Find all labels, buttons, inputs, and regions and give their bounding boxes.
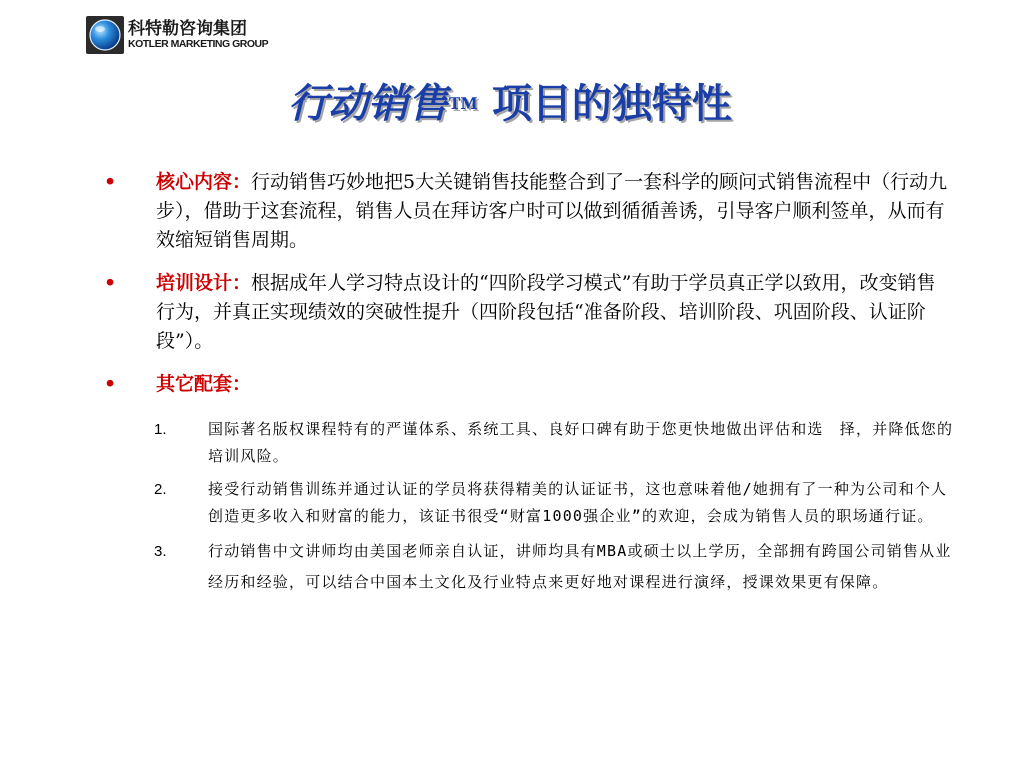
logo-name-cn: 科特勒咨询集团 bbox=[128, 19, 247, 39]
bullet-item-other-support bbox=[104, 370, 954, 399]
bullet-lead: 培训设计： bbox=[156, 272, 252, 294]
list-item bbox=[154, 536, 954, 598]
bullet-lead: 核心内容： bbox=[156, 171, 252, 193]
numbered-list bbox=[154, 416, 954, 604]
bullet-item-core-content bbox=[104, 168, 954, 255]
bullet-dot: • bbox=[104, 272, 117, 294]
bullet-text: 根据成年人学习特点设计的“四阶段学习模式”有助于学员真正学以致用，改变销售行为，并真正实现绩效的突破性提升（四阶段包括“准备阶段、培训阶段、巩固阶段、认证阶段”）。 bbox=[156, 272, 936, 352]
company-logo bbox=[86, 14, 269, 56]
trademark-symbol: ™ bbox=[448, 91, 478, 124]
title-rest: 项目的独特性 bbox=[478, 80, 732, 127]
bullet-lead: 其它配套： bbox=[156, 373, 252, 395]
list-item bbox=[154, 476, 954, 530]
bullet-dot: • bbox=[104, 373, 117, 395]
list-number: 2. bbox=[154, 481, 167, 498]
bullet-text: 行动销售巧妙地把5大关键销售技能整合到了一套科学的顾问式销售流程中（行动九步），借助于这套流程，销售人员在拜访客户时可以做到循循善诱，引导客户顺利签单，从而有效缩短销售周期。 bbox=[156, 171, 948, 251]
globe-icon bbox=[86, 16, 124, 54]
list-number: 1. bbox=[154, 421, 167, 438]
title-italic-part: 行动销售 bbox=[288, 80, 448, 127]
list-item-text: 行动销售中文讲师均由美国老师亲自认证，讲师均具有MBA或硕士以上学历，全部拥有跨国公司销售从业经历和经验，可以结合中国本土文化及行业特点来更好地对课程进行演绎，授课效果更有保障。 bbox=[208, 542, 952, 591]
bullet-dot: • bbox=[104, 171, 117, 193]
page-title bbox=[288, 72, 732, 129]
bullet-list bbox=[104, 168, 954, 413]
list-item-text: 国际著名版权课程特有的严谨体系、系统工具、良好口碑有助于您更快地做出评估和选 择，并降低您的培训风险。 bbox=[208, 420, 954, 465]
list-item-text: 接受行动销售训练并通过认证的学员将获得精美的认证证书，这也意味着他/她拥有了一种为公司和个人创造更多收入和财富的能力，该证书很受“财富1000强企业”的欢迎，会成为销售人员的职场通行证。 bbox=[208, 480, 948, 525]
list-number: 3. bbox=[154, 543, 167, 560]
logo-name-en: KOTLER MARKETING GROUP bbox=[128, 38, 269, 50]
list-item bbox=[154, 416, 954, 470]
bullet-item-training-design bbox=[104, 269, 954, 356]
